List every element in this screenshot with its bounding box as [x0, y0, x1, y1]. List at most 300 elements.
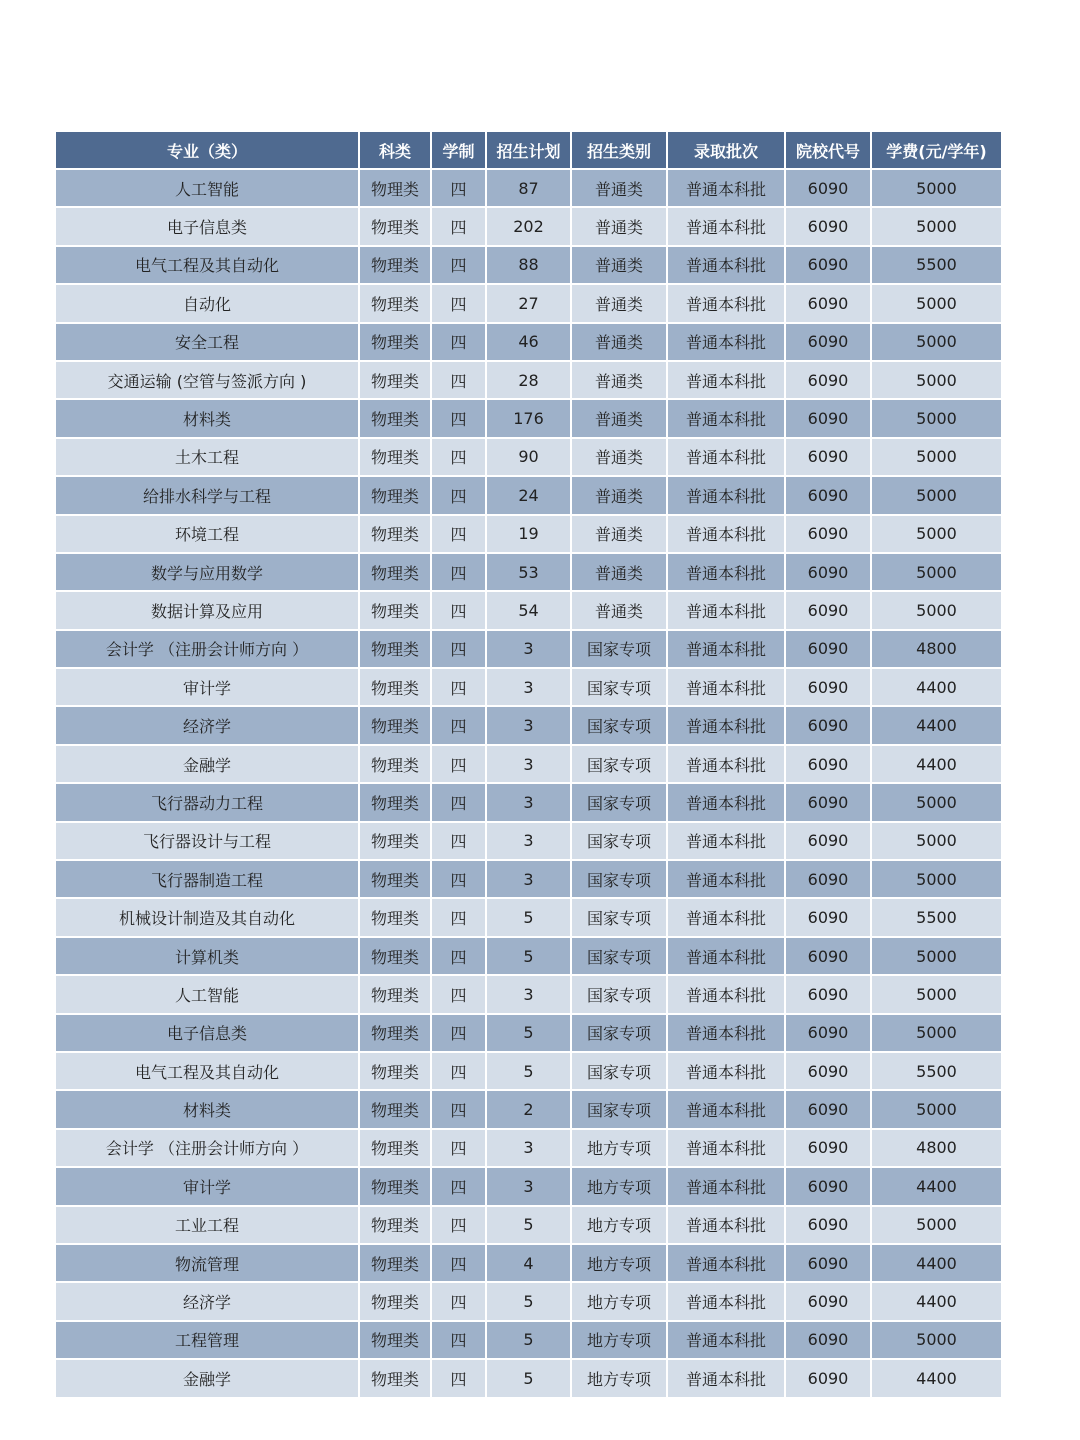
table-cell: 普通本科批: [667, 476, 785, 514]
table-cell: 5000: [871, 207, 1002, 245]
table-cell: 四: [431, 438, 486, 476]
table-cell: 5: [486, 1359, 571, 1397]
table-cell: 数学与应用数学: [55, 553, 359, 591]
table-cell: 6090: [785, 207, 871, 245]
table-cell: 物理类: [359, 1206, 431, 1244]
table-row: [55, 860, 1002, 898]
table-cell: 普通本科批: [667, 1321, 785, 1359]
table-cell: 物理类: [359, 1321, 431, 1359]
table-row: [55, 399, 1002, 437]
table-cell: 5000: [871, 1206, 1002, 1244]
table-row: [55, 1244, 1002, 1282]
table-cell: 6090: [785, 515, 871, 553]
table-cell: 飞行器制造工程: [55, 860, 359, 898]
table-cell: 物理类: [359, 515, 431, 553]
table-cell: 电气工程及其自动化: [55, 1052, 359, 1090]
table-cell: 物理类: [359, 630, 431, 668]
table-cell: 工程管理: [55, 1321, 359, 1359]
table-cell: 6090: [785, 745, 871, 783]
table-cell: 四: [431, 1321, 486, 1359]
table-cell: 安全工程: [55, 323, 359, 361]
table-cell: 地方专项: [571, 1321, 667, 1359]
table-cell: 国家专项: [571, 668, 667, 706]
table-cell: 6090: [785, 668, 871, 706]
table-cell: 四: [431, 898, 486, 936]
table-cell: 地方专项: [571, 1206, 667, 1244]
table-cell: 6090: [785, 975, 871, 1013]
table-cell: 国家专项: [571, 898, 667, 936]
table-row: [55, 975, 1002, 1013]
table-cell: 数据计算及应用: [55, 591, 359, 629]
column-header: 招生计划: [486, 131, 571, 169]
table-cell: 普通本科批: [667, 1244, 785, 1282]
table-cell: 普通本科批: [667, 1014, 785, 1052]
table-cell: 5: [486, 937, 571, 975]
table-cell: 5: [486, 898, 571, 936]
table-cell: 28: [486, 361, 571, 399]
table-cell: 物理类: [359, 361, 431, 399]
table-cell: 6090: [785, 1321, 871, 1359]
table-cell: 工业工程: [55, 1206, 359, 1244]
table-body: [55, 169, 1002, 1398]
table-cell: 普通本科批: [667, 745, 785, 783]
table-cell: 5500: [871, 1052, 1002, 1090]
table-cell: 普通类: [571, 399, 667, 437]
table-cell: 国家专项: [571, 783, 667, 821]
table-cell: 电气工程及其自动化: [55, 246, 359, 284]
table-row: [55, 438, 1002, 476]
table-cell: 国家专项: [571, 822, 667, 860]
table-row: [55, 553, 1002, 591]
table-cell: 普通本科批: [667, 207, 785, 245]
table-cell: 普通类: [571, 207, 667, 245]
table-cell: 普通本科批: [667, 822, 785, 860]
table-cell: 四: [431, 169, 486, 207]
column-header: 院校代号: [785, 131, 871, 169]
table-cell: 四: [431, 207, 486, 245]
table-cell: 53: [486, 553, 571, 591]
table-cell: 普通类: [571, 553, 667, 591]
table-cell: 会计学 （注册会计师方向 ）: [55, 630, 359, 668]
table-cell: 6090: [785, 361, 871, 399]
table-cell: 四: [431, 706, 486, 744]
table-cell: 5500: [871, 898, 1002, 936]
table-row: [55, 1282, 1002, 1320]
table-cell: 5000: [871, 284, 1002, 322]
table-cell: 四: [431, 1359, 486, 1397]
table-row: [55, 323, 1002, 361]
table-cell: 四: [431, 1244, 486, 1282]
table-cell: 普通本科批: [667, 1052, 785, 1090]
table-cell: 5000: [871, 783, 1002, 821]
table-cell: 物理类: [359, 1129, 431, 1167]
table-cell: 飞行器设计与工程: [55, 822, 359, 860]
table-cell: 四: [431, 399, 486, 437]
table-cell: 物理类: [359, 246, 431, 284]
table-cell: 6090: [785, 323, 871, 361]
table-row: [55, 515, 1002, 553]
table-cell: 6090: [785, 783, 871, 821]
table-cell: 国家专项: [571, 937, 667, 975]
table-cell: 普通本科批: [667, 438, 785, 476]
table-cell: 普通本科批: [667, 1206, 785, 1244]
table-cell: 物理类: [359, 284, 431, 322]
table-cell: 5: [486, 1014, 571, 1052]
table-cell: 材料类: [55, 399, 359, 437]
table-cell: 6090: [785, 630, 871, 668]
table-cell: 4800: [871, 630, 1002, 668]
table-row: [55, 1090, 1002, 1128]
table-cell: 电子信息类: [55, 207, 359, 245]
table-cell: 国家专项: [571, 1090, 667, 1128]
column-header: 录取批次: [667, 131, 785, 169]
table-cell: 普通本科批: [667, 1129, 785, 1167]
table-row: [55, 207, 1002, 245]
table-cell: 物理类: [359, 745, 431, 783]
table-cell: 5000: [871, 438, 1002, 476]
table-cell: 物理类: [359, 207, 431, 245]
table-row: [55, 284, 1002, 322]
table-cell: 物理类: [359, 937, 431, 975]
table-cell: 四: [431, 975, 486, 1013]
table-cell: 5000: [871, 476, 1002, 514]
table-cell: 4800: [871, 1129, 1002, 1167]
table-cell: 5000: [871, 169, 1002, 207]
table-cell: 给排水科学与工程: [55, 476, 359, 514]
table-cell: 88: [486, 246, 571, 284]
table-cell: 6090: [785, 860, 871, 898]
table-row: [55, 1052, 1002, 1090]
table-cell: 物理类: [359, 898, 431, 936]
column-header: 招生类别: [571, 131, 667, 169]
table-cell: 普通本科批: [667, 169, 785, 207]
table-cell: 普通本科批: [667, 1282, 785, 1320]
column-header: 学费(元/学年): [871, 131, 1002, 169]
table-cell: 会计学 （注册会计师方向 ）: [55, 1129, 359, 1167]
table-cell: 地方专项: [571, 1244, 667, 1282]
table-cell: 3: [486, 783, 571, 821]
table-cell: 6090: [785, 246, 871, 284]
table-cell: 6090: [785, 937, 871, 975]
table-cell: 6090: [785, 284, 871, 322]
table-cell: 普通类: [571, 323, 667, 361]
table-cell: 普通本科批: [667, 668, 785, 706]
table-cell: 普通类: [571, 246, 667, 284]
table-cell: 6090: [785, 1282, 871, 1320]
table-cell: 6090: [785, 1090, 871, 1128]
table-cell: 材料类: [55, 1090, 359, 1128]
table-cell: 四: [431, 1129, 486, 1167]
table-cell: 物理类: [359, 1282, 431, 1320]
table-row: [55, 1359, 1002, 1397]
table-cell: 物理类: [359, 323, 431, 361]
table-cell: 四: [431, 1052, 486, 1090]
table-cell: 四: [431, 1014, 486, 1052]
table-cell: 6090: [785, 898, 871, 936]
table-cell: 普通本科批: [667, 361, 785, 399]
table-cell: 地方专项: [571, 1282, 667, 1320]
table-cell: 24: [486, 476, 571, 514]
table-cell: 3: [486, 630, 571, 668]
table-cell: 物理类: [359, 975, 431, 1013]
table-cell: 普通本科批: [667, 515, 785, 553]
table-cell: 四: [431, 1206, 486, 1244]
table-cell: 物理类: [359, 399, 431, 437]
table-cell: 4400: [871, 668, 1002, 706]
table-cell: 6090: [785, 822, 871, 860]
table-cell: 物理类: [359, 476, 431, 514]
table-row: [55, 822, 1002, 860]
table-cell: 6090: [785, 1206, 871, 1244]
table-cell: 物理类: [359, 1167, 431, 1205]
table-cell: 普通本科批: [667, 284, 785, 322]
table-cell: 地方专项: [571, 1129, 667, 1167]
table-cell: 四: [431, 284, 486, 322]
table-cell: 普通本科批: [667, 1167, 785, 1205]
table-cell: 54: [486, 591, 571, 629]
column-header: 学制: [431, 131, 486, 169]
table-row: [55, 1129, 1002, 1167]
table-row: [55, 668, 1002, 706]
table-cell: 普通类: [571, 284, 667, 322]
table-cell: 国家专项: [571, 1052, 667, 1090]
table-cell: 人工智能: [55, 169, 359, 207]
table-cell: 6090: [785, 706, 871, 744]
table-cell: 176: [486, 399, 571, 437]
table-row: [55, 630, 1002, 668]
table-cell: 27: [486, 284, 571, 322]
table-cell: 5000: [871, 323, 1002, 361]
table-cell: 5: [486, 1052, 571, 1090]
table-cell: 国家专项: [571, 975, 667, 1013]
table-cell: 4: [486, 1244, 571, 1282]
table-cell: 人工智能: [55, 975, 359, 1013]
table-cell: 飞行器动力工程: [55, 783, 359, 821]
table-cell: 3: [486, 1129, 571, 1167]
table-row: [55, 745, 1002, 783]
table-row: [55, 1014, 1002, 1052]
table-cell: 土木工程: [55, 438, 359, 476]
table-cell: 地方专项: [571, 1167, 667, 1205]
table-cell: 四: [431, 745, 486, 783]
table-cell: 6090: [785, 1052, 871, 1090]
table-cell: 19: [486, 515, 571, 553]
table-cell: 四: [431, 937, 486, 975]
table-cell: 审计学: [55, 1167, 359, 1205]
table-cell: 四: [431, 860, 486, 898]
table-row: [55, 169, 1002, 207]
admission-plan-table-container: [54, 130, 1001, 1399]
table-cell: 四: [431, 246, 486, 284]
table-cell: 金融学: [55, 1359, 359, 1397]
table-cell: 6090: [785, 438, 871, 476]
table-cell: 四: [431, 1090, 486, 1128]
table-cell: 普通本科批: [667, 553, 785, 591]
table-cell: 3: [486, 860, 571, 898]
table-cell: 6090: [785, 476, 871, 514]
table-cell: 4400: [871, 1359, 1002, 1397]
table-row: [55, 1167, 1002, 1205]
table-cell: 5000: [871, 860, 1002, 898]
table-cell: 4400: [871, 706, 1002, 744]
table-cell: 普通本科批: [667, 591, 785, 629]
table-cell: 四: [431, 630, 486, 668]
table-cell: 普通本科批: [667, 246, 785, 284]
table-cell: 5000: [871, 937, 1002, 975]
table-cell: 202: [486, 207, 571, 245]
table-cell: 物理类: [359, 591, 431, 629]
admission-plan-table: [54, 130, 1003, 1399]
table-cell: 交通运输 (空管与签派方向 ): [55, 361, 359, 399]
table-cell: 6090: [785, 169, 871, 207]
table-cell: 四: [431, 591, 486, 629]
table-cell: 四: [431, 515, 486, 553]
table-cell: 普通本科批: [667, 706, 785, 744]
table-cell: 经济学: [55, 706, 359, 744]
table-cell: 普通本科批: [667, 399, 785, 437]
table-cell: 4400: [871, 745, 1002, 783]
table-cell: 6090: [785, 1244, 871, 1282]
table-cell: 地方专项: [571, 1359, 667, 1397]
table-cell: 普通本科批: [667, 937, 785, 975]
table-row: [55, 937, 1002, 975]
table-row: [55, 246, 1002, 284]
table-cell: 5000: [871, 591, 1002, 629]
table-cell: 普通本科批: [667, 898, 785, 936]
table-cell: 四: [431, 476, 486, 514]
table-cell: 四: [431, 1282, 486, 1320]
table-row: [55, 898, 1002, 936]
table-cell: 物理类: [359, 1014, 431, 1052]
table-cell: 物理类: [359, 169, 431, 207]
table-cell: 国家专项: [571, 630, 667, 668]
table-cell: 3: [486, 745, 571, 783]
table-cell: 机械设计制造及其自动化: [55, 898, 359, 936]
table-cell: 5000: [871, 515, 1002, 553]
table-cell: 46: [486, 323, 571, 361]
table-cell: 普通本科批: [667, 860, 785, 898]
table-cell: 环境工程: [55, 515, 359, 553]
table-row: [55, 783, 1002, 821]
table-cell: 5000: [871, 361, 1002, 399]
table-cell: 3: [486, 1167, 571, 1205]
column-header: 专业（类）: [55, 131, 359, 169]
table-header-row: [55, 131, 1002, 169]
table-cell: 四: [431, 361, 486, 399]
table-row: [55, 1321, 1002, 1359]
table-cell: 国家专项: [571, 1014, 667, 1052]
table-cell: 普通类: [571, 476, 667, 514]
table-cell: 6090: [785, 1014, 871, 1052]
table-cell: 四: [431, 783, 486, 821]
table-cell: 5500: [871, 246, 1002, 284]
table-cell: 6090: [785, 1359, 871, 1397]
table-cell: 6090: [785, 553, 871, 591]
table-cell: 物理类: [359, 668, 431, 706]
table-row: [55, 1206, 1002, 1244]
table-cell: 物理类: [359, 1244, 431, 1282]
table-cell: 金融学: [55, 745, 359, 783]
table-cell: 普通类: [571, 438, 667, 476]
table-cell: 审计学: [55, 668, 359, 706]
table-row: [55, 361, 1002, 399]
table-cell: 6090: [785, 1167, 871, 1205]
table-cell: 物理类: [359, 860, 431, 898]
table-cell: 2: [486, 1090, 571, 1128]
table-cell: 自动化: [55, 284, 359, 322]
table-cell: 普通类: [571, 361, 667, 399]
table-row: [55, 476, 1002, 514]
table-cell: 普通类: [571, 169, 667, 207]
table-cell: 5000: [871, 399, 1002, 437]
table-cell: 4400: [871, 1244, 1002, 1282]
table-cell: 国家专项: [571, 860, 667, 898]
table-cell: 物理类: [359, 1090, 431, 1128]
table-cell: 5000: [871, 822, 1002, 860]
table-cell: 5: [486, 1282, 571, 1320]
table-cell: 6090: [785, 1129, 871, 1167]
table-cell: 电子信息类: [55, 1014, 359, 1052]
table-cell: 四: [431, 553, 486, 591]
table-row: [55, 591, 1002, 629]
table-cell: 3: [486, 822, 571, 860]
table-cell: 普通本科批: [667, 975, 785, 1013]
table-cell: 物理类: [359, 438, 431, 476]
table-cell: 普通类: [571, 591, 667, 629]
table-cell: 90: [486, 438, 571, 476]
column-header: 科类: [359, 131, 431, 169]
table-cell: 物理类: [359, 783, 431, 821]
table-cell: 5: [486, 1321, 571, 1359]
table-cell: 5000: [871, 1014, 1002, 1052]
table-cell: 国家专项: [571, 706, 667, 744]
table-cell: 普通本科批: [667, 1090, 785, 1128]
table-cell: 物理类: [359, 1052, 431, 1090]
table-cell: 5: [486, 1206, 571, 1244]
table-cell: 4400: [871, 1167, 1002, 1205]
table-cell: 四: [431, 822, 486, 860]
table-cell: 5000: [871, 975, 1002, 1013]
table-cell: 6090: [785, 399, 871, 437]
table-cell: 经济学: [55, 1282, 359, 1320]
table-cell: 四: [431, 668, 486, 706]
table-cell: 5000: [871, 1321, 1002, 1359]
table-cell: 计算机类: [55, 937, 359, 975]
table-cell: 普通本科批: [667, 630, 785, 668]
table-row: [55, 706, 1002, 744]
table-cell: 普通类: [571, 515, 667, 553]
table-cell: 国家专项: [571, 745, 667, 783]
table-cell: 物理类: [359, 706, 431, 744]
table-cell: 4400: [871, 1282, 1002, 1320]
table-cell: 物理类: [359, 553, 431, 591]
table-cell: 普通本科批: [667, 1359, 785, 1397]
table-cell: 普通本科批: [667, 323, 785, 361]
table-cell: 3: [486, 706, 571, 744]
table-cell: 物理类: [359, 1359, 431, 1397]
table-cell: 3: [486, 975, 571, 1013]
table-cell: 四: [431, 1167, 486, 1205]
table-cell: 5000: [871, 553, 1002, 591]
table-cell: 四: [431, 323, 486, 361]
table-cell: 普通本科批: [667, 783, 785, 821]
table-cell: 物流管理: [55, 1244, 359, 1282]
table-cell: 物理类: [359, 822, 431, 860]
table-cell: 5000: [871, 1090, 1002, 1128]
table-cell: 6090: [785, 591, 871, 629]
table-cell: 87: [486, 169, 571, 207]
table-cell: 3: [486, 668, 571, 706]
